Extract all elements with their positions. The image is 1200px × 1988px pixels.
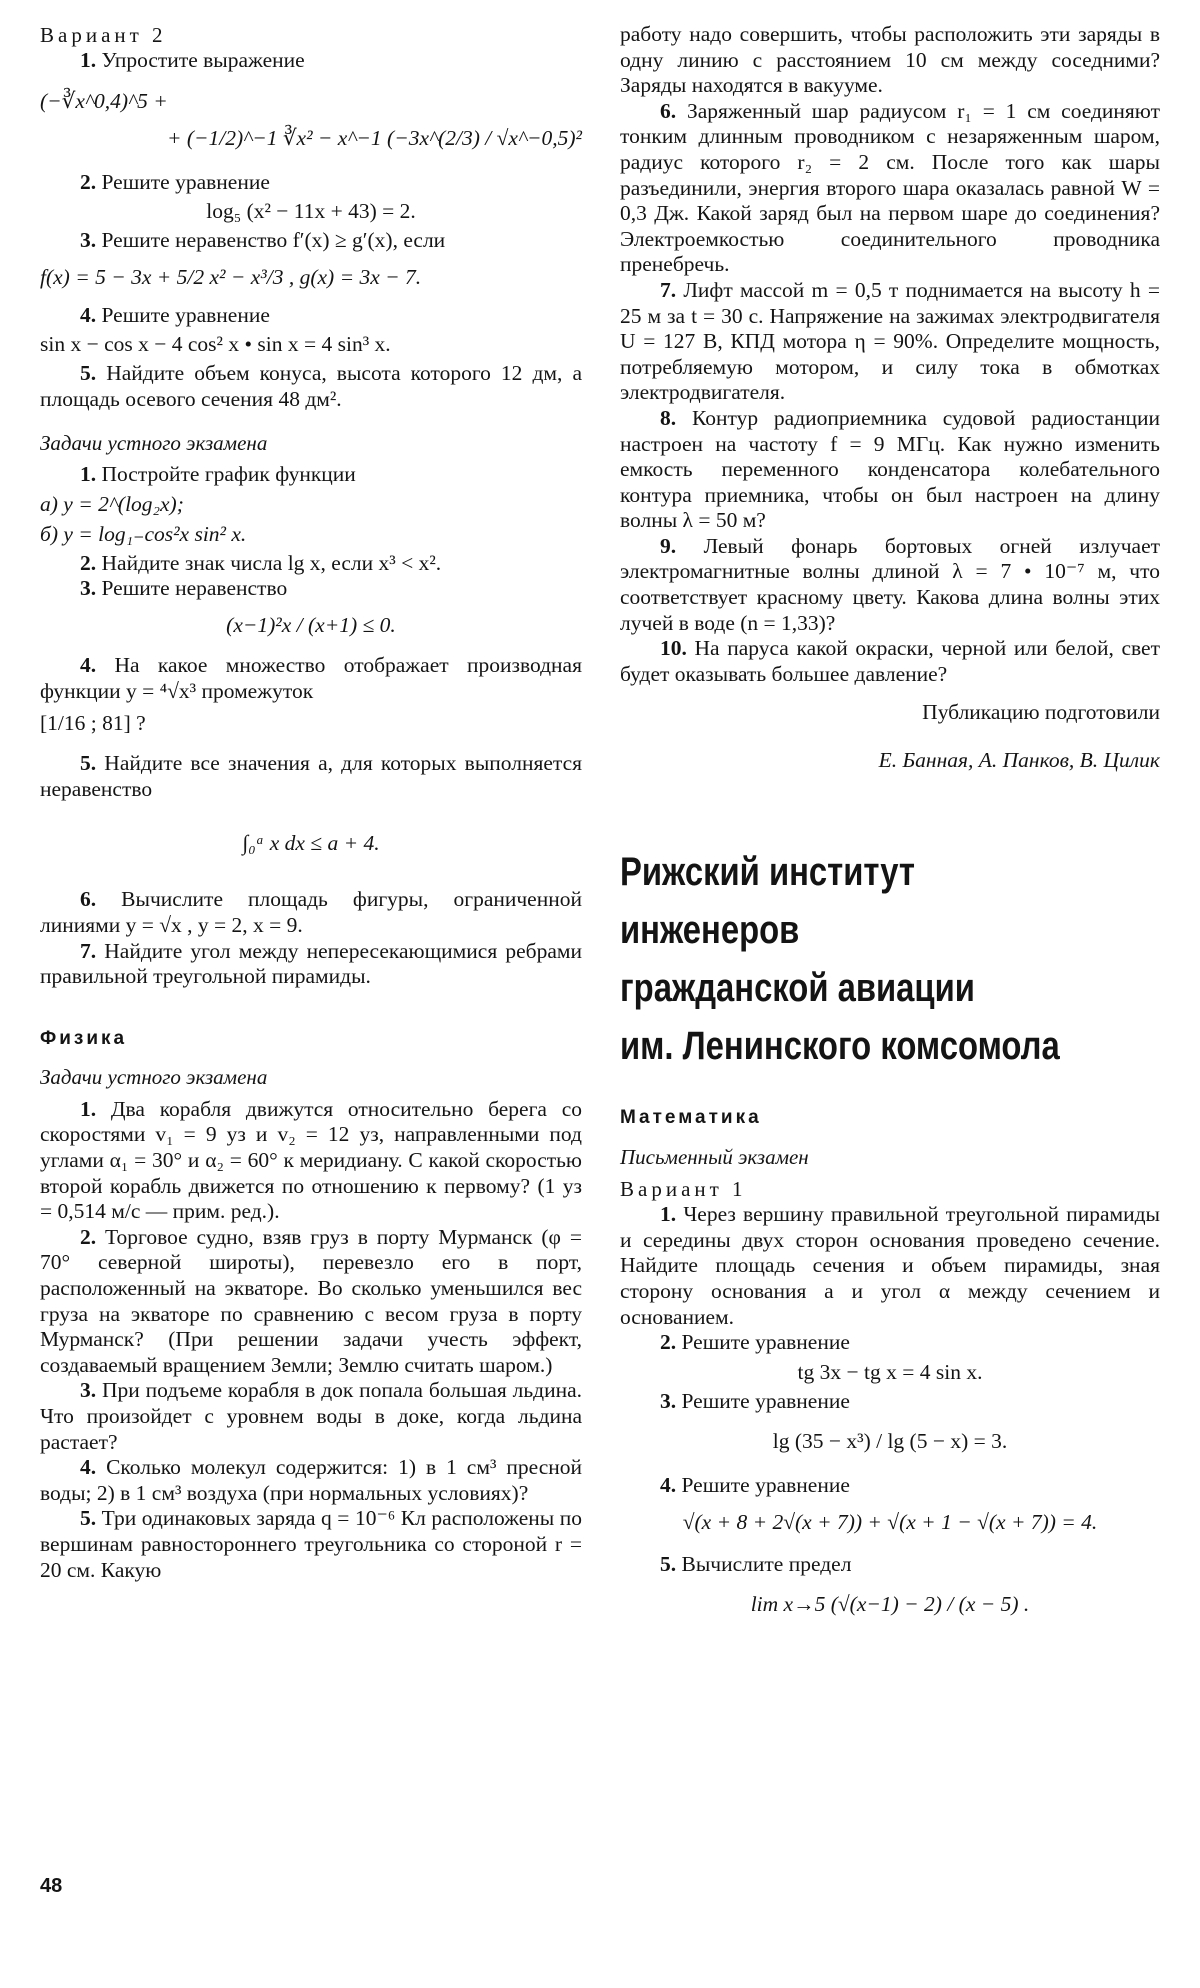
variant-2-heading: Вариант 2 bbox=[40, 23, 167, 47]
v2-formula-3: f(x) = 5 − 3x + 5/2 x² − x³/3 , g(x) = 3x − 7. bbox=[40, 264, 422, 289]
physics-task-4 bbox=[40, 1455, 582, 1506]
v2-task-1 bbox=[40, 48, 582, 74]
task-text: Вычислите предел bbox=[681, 1551, 852, 1576]
physics-task-5 bbox=[40, 1506, 582, 1583]
math-heading: Математика bbox=[620, 1106, 762, 1128]
task-text: На паруса какой окраски, черной или белой, свет будет оказывать большее давление? bbox=[620, 636, 1160, 686]
physics-task-2 bbox=[40, 1225, 582, 1379]
v1-task-4 bbox=[620, 1473, 1160, 1499]
physics-task-5-continued bbox=[620, 22, 1160, 99]
oral-task-4 bbox=[40, 653, 582, 704]
task-text: Через вершину правильной треугольной пирамиды и середины двух сторон основания проведено сечение. Найдите площадь сечения и объем пирамиды, зная сторону основания a и угол α между сечением и основанием. bbox=[620, 1202, 1160, 1329]
task-number: 4. bbox=[660, 1473, 677, 1498]
physics-task-6 bbox=[620, 99, 1160, 278]
oral-formula-1a: а) y = 2^(log₂x); bbox=[40, 491, 184, 516]
task-text: Решите уравнение bbox=[681, 1388, 850, 1413]
task-text: Два корабля движутся относительно берега со скоростями v₁ = 9 уз и v₂ = 12 уз, направленными под углами α₁ = 30° и α₂ = 60° к меридиану. С какой скоростью второй корабль движется по отношению к первому? (1 уз = 0,514 м/с — прим. ред.). bbox=[40, 1096, 582, 1224]
physics-oral-heading: Задачи устного экзамена bbox=[40, 1065, 268, 1090]
task-number: 4. bbox=[80, 1455, 97, 1480]
v1-formula-3: lg (35 − x³) / lg (5 − x) = 3. bbox=[772, 1429, 1008, 1454]
v1-task-3 bbox=[620, 1389, 1160, 1415]
task-number: 4. bbox=[80, 302, 97, 327]
institute-title-line-1: Рижский институт bbox=[620, 849, 915, 894]
task-number: 7. bbox=[660, 277, 677, 302]
task-text: Найдите угол между непересекающимися ребрами правильной треугольной пирамиды. bbox=[40, 938, 582, 989]
task-number: 6. bbox=[80, 887, 97, 912]
task-text: Три одинаковых заряда q = 10⁻⁶ Кл расположены по вершинам равностороннего треугольника со стороной r = 20 см. Какую bbox=[40, 1506, 582, 1582]
institute-title-line-2: инженеров bbox=[620, 907, 800, 952]
oral-task-1 bbox=[40, 462, 582, 488]
task-text: Решите уравнение bbox=[681, 1330, 850, 1355]
task-number: 2. bbox=[80, 169, 97, 194]
task-number: 2. bbox=[80, 1224, 97, 1249]
physics-task-10 bbox=[620, 636, 1160, 687]
oral-exam-heading: Задачи устного экзамена bbox=[40, 430, 268, 455]
task-number: 1. bbox=[80, 1096, 97, 1121]
variant-1-heading: Вариант 1 bbox=[620, 1177, 747, 1202]
right-column bbox=[620, 22, 1160, 1618]
page-number: 48 bbox=[40, 1875, 63, 1897]
oral-task-2 bbox=[40, 551, 582, 577]
physics-task-9 bbox=[620, 534, 1160, 636]
oral-formula-4-interval: [1/16 ; 81] ? bbox=[40, 711, 146, 736]
physics-task-1 bbox=[40, 1097, 582, 1225]
task-text: Найдите знак числа lg x, если x³ < x². bbox=[101, 550, 442, 575]
v2-formula-4: sin x − cos x − 4 cos² x • sin x = 4 sin³ x. bbox=[40, 332, 391, 357]
task-number: 5. bbox=[80, 751, 97, 776]
task-text: работу надо совершить, чтобы расположить эти заряды в одну линию с расстоянием 10 см между соседними? Заряды находятся в вакууме. bbox=[620, 22, 1160, 98]
task-text: Найдите объем конуса, высота которого 12 дм, а площадь осевого сечения 48 дм². bbox=[40, 361, 583, 411]
task-number: 3. bbox=[80, 228, 97, 253]
v2-task-4 bbox=[40, 303, 582, 329]
physics-task-3 bbox=[40, 1378, 582, 1455]
v1-formula-2: tg 3x − tg x = 4 sin x. bbox=[797, 1359, 983, 1384]
v2-formula-1-line-1: (−∛x^0,4)^5 + bbox=[40, 88, 168, 113]
v2-task-5 bbox=[40, 361, 582, 412]
task-text: При подъеме корабля в док попала большая льдина. Что произойдет с уровнем воды в доке, когда льдина растает? bbox=[40, 1378, 583, 1454]
oral-task-5 bbox=[40, 751, 582, 802]
institute-title-line-3: гражданской авиации bbox=[620, 965, 975, 1010]
oral-formula-5: ∫₀ᵃ x dx ≤ a + 4. bbox=[242, 831, 380, 856]
task-text: Лифт массой m = 0,5 т поднимается на высоту h = 25 м за t = 30 с. Напряжение на зажимах электродвигателя U = 127 В, КПД мотора η = 90%. Определите мощность, потребляемую мотором, и силу тока в обмотках электродвигателя. bbox=[620, 277, 1160, 405]
oral-task-6 bbox=[40, 887, 582, 938]
task-text: Сколько молекул содержится: 1) в 1 см³ пресной воды; 2) в 1 см³ воздуха (при нормальных условиях)? bbox=[40, 1455, 582, 1505]
v1-task-5 bbox=[620, 1552, 1160, 1578]
task-text: Решите неравенство f′(x) ≥ g′(x), если bbox=[101, 228, 446, 253]
oral-task-7 bbox=[40, 939, 582, 990]
task-number: 3. bbox=[660, 1388, 677, 1413]
task-number: 3. bbox=[80, 1378, 97, 1403]
v1-task-2 bbox=[620, 1330, 1160, 1356]
task-text: Постройте график функции bbox=[101, 462, 356, 487]
task-text: Контур радиоприемника судовой радиостанции настроен на частоту f = 9 МГц. Как нужно изменить емкость переменного конденсатора колебательного контура приемника, чтобы он был настроен на длину волны λ = 50 м? bbox=[620, 405, 1161, 533]
task-number: 7. bbox=[80, 938, 97, 963]
task-text: Заряженный шар радиусом r₁ = 1 см соединяют тонким длинным проводником с незаряженным шаром, радиус которого r₂ = 2 см. После того как шары разъединили, энергия второго шара оказалась равной W = 0,3 Дж. Какой заряд был на первом шаре до соединения? Электроемкостью соединительного проводника пренебречь. bbox=[620, 98, 1160, 277]
task-number: 6. bbox=[660, 98, 677, 123]
task-text: Решите уравнение bbox=[681, 1473, 850, 1498]
v2-task-2 bbox=[40, 170, 582, 196]
task-number: 5. bbox=[80, 361, 97, 386]
v1-task-1 bbox=[620, 1202, 1160, 1330]
task-number: 1. bbox=[80, 48, 97, 72]
task-number: 1. bbox=[80, 462, 97, 487]
task-number: 9. bbox=[660, 533, 677, 558]
institute-title-line-4: им. Ленинского комсомола bbox=[620, 1023, 1060, 1068]
left-column bbox=[40, 22, 582, 1583]
physics-heading: Физика bbox=[40, 1027, 128, 1049]
task-text: Упростите выражение bbox=[101, 48, 305, 72]
task-text: Торговое судно, взяв груз в порту Мурманск (φ = 70° северной широты), перевезло его в порт, расположенный на экваторе. Во сколько уменьшился вес груза на экваторе по сравнению с весом груза в порту Мурманск? (При решении задачи учесть эффект, создаваемый вращением Земли; Землю считать шаром.) bbox=[40, 1224, 582, 1377]
v1-formula-4: √(x + 8 + 2√(x + 7)) + √(x + 1 − √(x + 7)) = 4. bbox=[682, 1509, 1098, 1534]
signature-authors: Е. Банная, А. Панков, В. Цилик bbox=[878, 747, 1160, 772]
task-number: 8. bbox=[660, 405, 677, 430]
task-text: Решите уравнение bbox=[101, 169, 270, 194]
v2-formula-1-line-2: + (−1/2)^−1 ∛x² − x^−1 (−3x^(2/3) / √x^−0,5)² bbox=[166, 125, 582, 150]
task-number: 3. bbox=[80, 576, 97, 601]
oral-task-3 bbox=[40, 576, 582, 602]
v1-formula-5: lim x→5 (√(x−1) − 2) / (x − 5) . bbox=[750, 1592, 1030, 1617]
task-text: Решите неравенство bbox=[101, 576, 288, 601]
task-text: Левый фонарь бортовых огней излучает электромагнитные волны длиной λ = 7 • 10⁻⁷ м, что соответствует красному цвету. Какова длина волны этих лучей в воде (n = 1,33)? bbox=[620, 533, 1161, 635]
oral-formula-1b: б) y = log₁₋cos²x sin² x. bbox=[40, 521, 247, 546]
task-number: 2. bbox=[660, 1330, 677, 1355]
physics-task-8 bbox=[620, 406, 1160, 534]
task-text: Вычислите площадь фигуры, ограниченной линиями y = √x , y = 2, x = 9. bbox=[40, 887, 582, 937]
task-number: 10. bbox=[660, 636, 687, 661]
institute-title bbox=[620, 843, 1063, 1075]
task-number: 4. bbox=[80, 652, 97, 677]
physics-task-7 bbox=[620, 278, 1160, 406]
written-exam-heading: Письменный экзамен bbox=[620, 1144, 809, 1169]
task-text: Найдите все значения a, для которых выполняется неравенство bbox=[40, 751, 582, 801]
signature-intro: Публикацию подготовили bbox=[922, 700, 1160, 725]
v2-task-3 bbox=[40, 228, 582, 254]
v2-formula-2: log₅ (x² − 11x + 43) = 2. bbox=[206, 199, 416, 224]
task-number: 5. bbox=[660, 1551, 677, 1576]
task-number: 2. bbox=[80, 550, 97, 575]
task-number: 5. bbox=[80, 1506, 97, 1531]
task-text: На какое множество отображает производная функции y = ⁴√x³ промежуток bbox=[40, 652, 582, 703]
task-text: Решите уравнение bbox=[101, 302, 270, 327]
task-number: 1. bbox=[660, 1202, 677, 1227]
oral-formula-3: (x−1)²x / (x+1) ≤ 0. bbox=[226, 612, 396, 637]
